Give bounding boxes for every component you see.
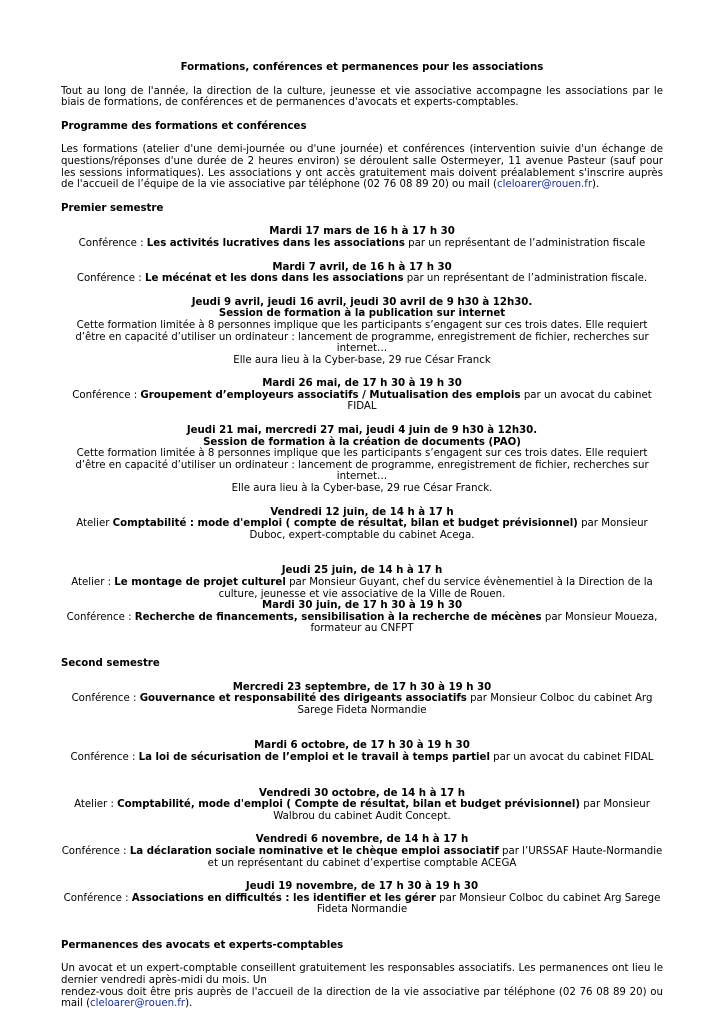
event-topic: Recherche de financements, sensibilisation à la recherche de mécènes xyxy=(134,611,542,623)
permanences-paragraph-2 xyxy=(61,987,663,1010)
event-kind: Conférence : xyxy=(61,845,130,857)
document-page xyxy=(61,62,663,1010)
event-description xyxy=(61,693,663,716)
event-detail: par Monsieur Moueza, formateur au CNFPT xyxy=(310,611,658,635)
event-kind: Conférence : xyxy=(72,389,141,401)
event-date: Vendredi 6 novembre, de 14 h à 17 h xyxy=(255,834,469,846)
event-date: Vendredi 12 juin, de 14 h à 17 h xyxy=(270,506,454,518)
event-topic: Le montage de projet culturel xyxy=(114,577,286,588)
event-detail: par Monsieur Duboc, expert-comptable du cabinet Acega. xyxy=(249,518,648,541)
event-description xyxy=(61,518,663,541)
event-topic: La déclaration sociale nominative et le chèque emploi associatif xyxy=(129,845,499,857)
event-kind: Conférence : xyxy=(71,693,140,705)
event-date: Jeudi 9 avril, jeudi 16 avril, jeudi 30 avril de 9 h30 à 12h30. xyxy=(191,296,533,308)
event-item xyxy=(61,565,663,600)
event-description xyxy=(61,238,663,250)
event-topic: Comptabilité, mode d'emploi ( Compte de résultat, bilan et budget prévisionnel) xyxy=(117,799,581,811)
event-date: Mardi 17 mars de 16 h à 17 h 30 xyxy=(269,226,455,238)
event-kind: Conférence : xyxy=(78,237,147,249)
event-topic: Comptabilité : mode d'emploi ( compte de résultat, bilan et budget prévisionnel) xyxy=(112,518,578,530)
event-date: Mardi 6 octobre, de 17 h 30 à 19 h 30 xyxy=(254,740,470,752)
event-detail: par Monsieur Colboc du cabinet Arg Sarege Fideta Normandie xyxy=(297,693,653,716)
event-kind: Conférence : xyxy=(66,611,135,623)
event-kind: Atelier : xyxy=(74,799,118,811)
programme-text-end: ). xyxy=(592,179,600,191)
event-detail: par un avocat du cabinet FIDAL xyxy=(489,751,654,763)
event-date: Jeudi 25 juin, de 14 h à 17 h xyxy=(281,565,443,577)
semester2-heading: Second semestre xyxy=(61,657,160,669)
event-detail: par Monsieur Guyant, chef du service évènementiel à la Direction de la culture, jeunesse et vie associative de la Ville de Rouen. xyxy=(218,577,653,600)
permanences-text-end: ). xyxy=(185,998,193,1010)
event-item xyxy=(61,226,663,249)
programme-text: Les formations (atelier d'une demi-journée ou d'une journée) et conférences (intervention suivie d'un échange de questions/réponses d'une durée de 2 heures environ) se déroulent salle Ostermeyer, 11 avenue Pasteur (sauf pour les sessions informatiques). Les associations y ont accès gratuitement mais doivent préalablement s'inscrire auprès de l'accueil de l’équipe de la vie associative par téléphone (02 76 08 89 20) ou mail ( xyxy=(61,144,663,191)
event-item xyxy=(61,262,663,285)
event-description xyxy=(61,799,663,822)
event-topic: Gouvernance et responsabilité des dirigeants associatifs xyxy=(139,693,467,705)
event-detail: par l’URSSAF Haute-Normandie et un représentant du cabinet d’expertise comptable ACEGA xyxy=(207,845,663,869)
programme-paragraph xyxy=(61,144,663,190)
event-date: Jeudi 21 mai, mercredi 27 mai, jeudi 4 juin de 9 h30 à 12h30. xyxy=(186,425,538,437)
permanences-heading: Permanences des avocats et experts-comptables xyxy=(61,939,344,951)
event-description xyxy=(61,612,663,635)
event-date: Mercredi 23 septembre, de 17 h 30 à 19 h 30 xyxy=(232,681,492,693)
event-place: Elle aura lieu à la Cyber-base, 29 rue César Franck. xyxy=(231,483,493,495)
event-description xyxy=(61,577,663,600)
event-kind: Conférence : xyxy=(76,273,145,285)
event-description xyxy=(61,273,663,285)
event-topic: Le mécénat et les dons dans les associations xyxy=(144,273,404,285)
event-kind: Conférence : xyxy=(63,892,132,904)
event-item xyxy=(61,507,663,542)
programme-heading: Programme des formations et conférences xyxy=(61,120,307,132)
event-date: Mardi 30 juin, de 17 h 30 à 19 h 30 xyxy=(261,600,463,612)
event-description xyxy=(61,752,663,764)
event-item xyxy=(61,834,663,869)
event-item xyxy=(61,600,663,635)
document-title: Formations, conférences et permanences pour les associations xyxy=(180,62,544,73)
event-date: Jeudi 19 novembre, de 17 h 30 à 19 h 30 xyxy=(245,881,479,893)
event-date: Mardi 7 avril, de 16 h à 17 h 30 xyxy=(272,261,452,273)
event-item xyxy=(61,378,663,413)
event-item xyxy=(61,788,663,823)
event-session-title: Session de formation à la création de documents (PAO) xyxy=(203,436,521,448)
event-kind: Atelier : xyxy=(71,577,115,588)
email-link[interactable]: cleloarer@rouen.fr xyxy=(497,179,593,191)
event-description xyxy=(61,893,663,916)
event-session-desc: Cette formation limitée à 8 personnes implique que les participants s’engagent sur ces trois dates. Elle requiert d’être en capacité d’utiliser un ordinateur : lancement de programme, enregistrement de fichier, recherches sur internet… xyxy=(75,448,649,483)
event-detail: par un avocat du cabinet FIDAL xyxy=(347,389,652,413)
email-link[interactable]: cleloarer@rouen.fr xyxy=(90,998,186,1010)
event-date: Mardi 26 mai, de 17 h 30 à 19 h 30 xyxy=(262,378,462,390)
event-item xyxy=(61,881,663,916)
event-item xyxy=(61,740,663,763)
event-topic: Groupement d’employeurs associatifs / Mutualisation des emplois xyxy=(140,389,521,401)
semester1-heading: Premier semestre xyxy=(61,202,164,214)
event-detail: par un représentant de l’administration fiscale. xyxy=(403,273,648,285)
event-session-desc: Cette formation limitée à 8 personnes implique que les participants s’engagent sur ces trois dates. Elle requiert d’être en capacité d’utiliser un ordinateur : lancement de programme, enregistrement de fichier, recherches sur internet… xyxy=(75,319,649,355)
event-item xyxy=(61,297,663,367)
event-topic: La loi de sécurisation de l’emploi et le travail à temps partiel xyxy=(138,751,490,763)
intro-paragraph: Tout au long de l'année, la direction de la culture, jeunesse et vie associative accompagne les associations par le biais de formations, de conférences et de permanences d'avocats et experts-comptables. xyxy=(61,85,663,109)
event-session-title: Session de formation à la publication sur internet xyxy=(218,308,506,320)
event-description xyxy=(61,846,663,869)
event-date: Vendredi 30 octobre, de 14 h à 17 h xyxy=(259,787,465,799)
event-item xyxy=(61,682,663,717)
permanences-paragraph-1: Un avocat et un expert-comptable conseillent gratuitement les responsables associatifs. Les permanences ont lieu le dernier vendredi après-midi du mois. Un xyxy=(61,963,663,987)
event-item xyxy=(61,425,663,495)
event-topic: Associations en difficultés : les identifier et les gérer xyxy=(131,892,436,904)
event-topic: Les activités lucratives dans les associations xyxy=(146,237,405,249)
event-detail: par Monsieur Colboc du cabinet Arg Sarege Fideta Normandie xyxy=(316,892,661,916)
event-description xyxy=(61,390,663,413)
permanences-text: rendez-vous doit être pris auprès de l'accueil de la direction de la vie associative par téléphone (02 76 08 89 20) ou mail ( xyxy=(61,986,663,1010)
event-detail: par un représentant de l’administration fiscale xyxy=(404,237,646,249)
event-place: Elle aura lieu à la Cyber-base, 29 rue César Franck xyxy=(233,354,491,366)
event-detail: par Monsieur Walbrou du cabinet Audit Concept. xyxy=(273,799,650,822)
event-kind: Conférence : xyxy=(70,751,139,763)
event-kind: Atelier xyxy=(76,518,113,530)
